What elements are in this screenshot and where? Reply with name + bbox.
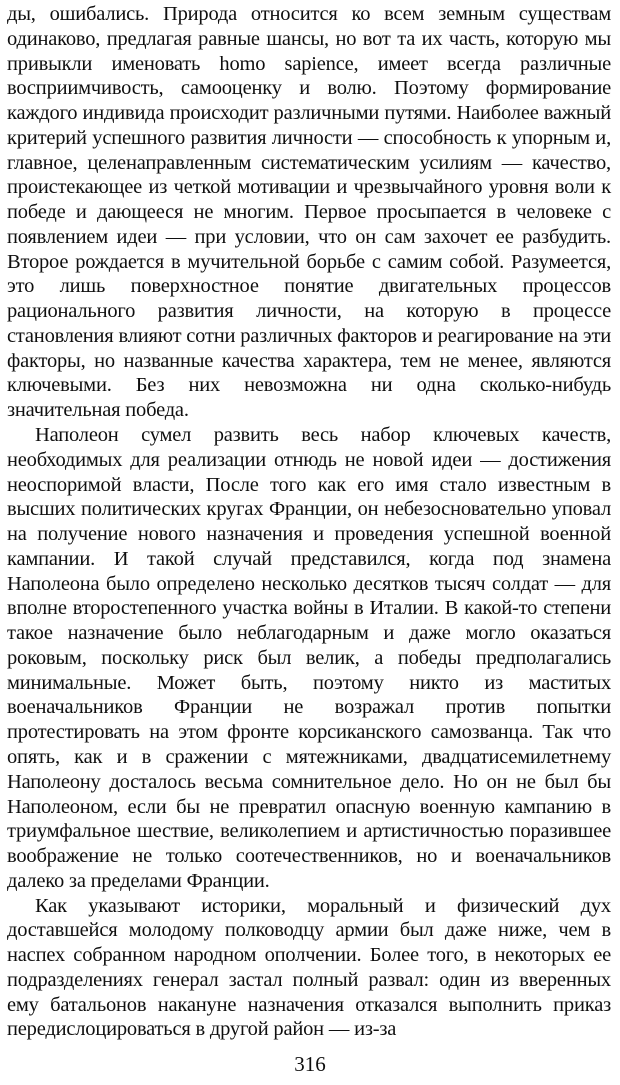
paragraph-3: Как указывают историки, моральный и физический дух доставшейся молодому полководцу армии был даже ниже, чем в наспех собранном народном ополчении. Более того, в некоторых ее подразделениях генерал застал полный развал: один из вверенных ему батальонов накануне назначения отказался выполнить приказ передислоцироваться в другой район — из-за bbox=[7, 894, 611, 1041]
body-text bbox=[7, 2, 611, 1042]
page-number: 316 bbox=[294, 1052, 326, 1076]
paragraph-2: Наполеон сумел развить весь набор ключевых качеств, необходимых для реализации отнюдь не новой идеи — достижения неоспоримой власти, После того как его имя стало известным в высших политических кругах Франции, он небезосновательно уповал на получение нового назначения и проведения успешной военной кампании. И такой случай представился, когда под знамена Наполеона было определено несколько десятков тысяч солдат — для вполне второстепенного участка войны в Италии. В какой-то степени такое назначение было неблагодарным и даже могло оказаться роковым, поскольку риск был велик, а победы предполагались минимальные. Может быть, поэтому никто из маститых военачальников Франции не возражал против попытки протестировать на этом фронте корсиканского самозванца. Так что опять, как и в сражении с мятежниками, двадцатисемилетнему Наполеону досталось весьма сомнительное дело. Но он не был бы Наполеоном, если бы не превратил опасную военную кампанию в триумфальное шествие, великолепием и артистичностью поразившее воображение не только соотечественников, но и военачальников далеко за пределами Франции. bbox=[7, 424, 611, 892]
paragraph-1: ды, ошибались. Природа относится ко всем земным существам одинаково, предлагая равные шансы, но вот та их часть, которую мы привыкли именовать homo sapience, имеет всегда различные восприимчивость, самооценку и волю. Поэтому формирование каждого индивида происходит различными путями. Наиболее важный критерий успешного развития личности — способность к упорным и, главное, целенаправленным систематическим усилиям — качество, проистекающее из четкой мотивации и чрезвычайного уровня воли к победе и дающееся не многим. Первое просыпается в человеке с появлением идеи — при условии, что он сам захочет ее разбудить. Второе рождается в мучительной борьбе с самим собой. Разумеется, это лишь поверхностное понятие двигательных процессов рационального развития личности, на которую в процессе становления влияют сотни различных факторов и реагирование на эти факторы, но названные качества характера, тем не менее, являются ключевыми. Без них невозможна ни одна сколько-нибудь значительная победа. bbox=[7, 3, 611, 422]
